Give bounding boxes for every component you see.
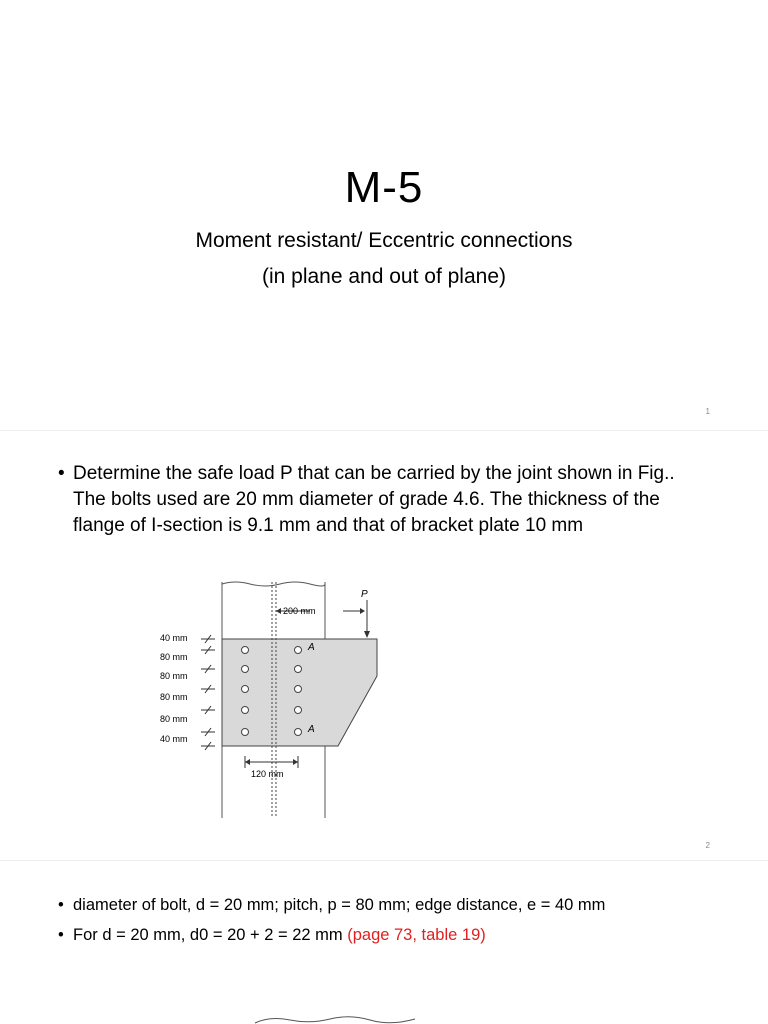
bolt-label-bottom: A: [308, 724, 315, 735]
cropped-figure-top: [250, 1014, 420, 1024]
slide-2: [0, 430, 768, 860]
bullet-icon: •: [58, 896, 64, 914]
bullet-icon: •: [58, 926, 64, 944]
dim-200-label: 200 mm: [283, 606, 316, 616]
slide-1: [0, 0, 768, 430]
bolt-parameters-text: diameter of bolt, d = 20 mm; pitch, p = 80 mm; edge distance, e = 40 mm: [73, 896, 606, 914]
slide-3: [0, 860, 768, 1024]
dim-120-label: 120 mm: [251, 769, 284, 779]
bullet-icon: •: [58, 463, 65, 484]
code-reference: (page 73, table 19): [347, 926, 486, 944]
page-number: 2: [705, 841, 710, 850]
svg-text:80 mm: 80 mm: [160, 671, 188, 681]
slide-title: M-5: [344, 163, 424, 212]
slide-subtitle-line-1: Moment resistant/ Eccentric connections: [195, 229, 573, 252]
bolt-label-top: A: [308, 642, 315, 653]
spacing-tick-marks: [201, 635, 215, 750]
problem-text: Determine the safe load P that can be carried by the joint shown in Fig.. The bolts used are 20 mm diameter of grade 4.6. The thickness of the flange of I-section is 9.1 mm and that of bracket plate 10 mm: [73, 463, 675, 536]
page-number: 1: [705, 407, 710, 416]
svg-text:80 mm: 80 mm: [160, 692, 188, 702]
svg-text:80 mm: 80 mm: [160, 714, 188, 724]
svg-text:40 mm: 40 mm: [160, 734, 188, 744]
problem-statement: [58, 461, 708, 539]
break-line-top: [222, 582, 325, 586]
bullet-bolt-parameters: [58, 894, 605, 916]
bracket-connection-figure: [155, 580, 395, 820]
spacing-labels: [160, 633, 188, 744]
load-label: P: [361, 589, 368, 600]
svg-text:40 mm: 40 mm: [160, 633, 188, 643]
hole-diameter-text: For d = 20 mm, d0 = 20 + 2 = 22 mm: [73, 926, 348, 944]
svg-text:80 mm: 80 mm: [160, 652, 188, 662]
bullet-hole-diameter: [58, 924, 486, 946]
slide-subtitle-line-2: (in plane and out of plane): [261, 265, 506, 288]
